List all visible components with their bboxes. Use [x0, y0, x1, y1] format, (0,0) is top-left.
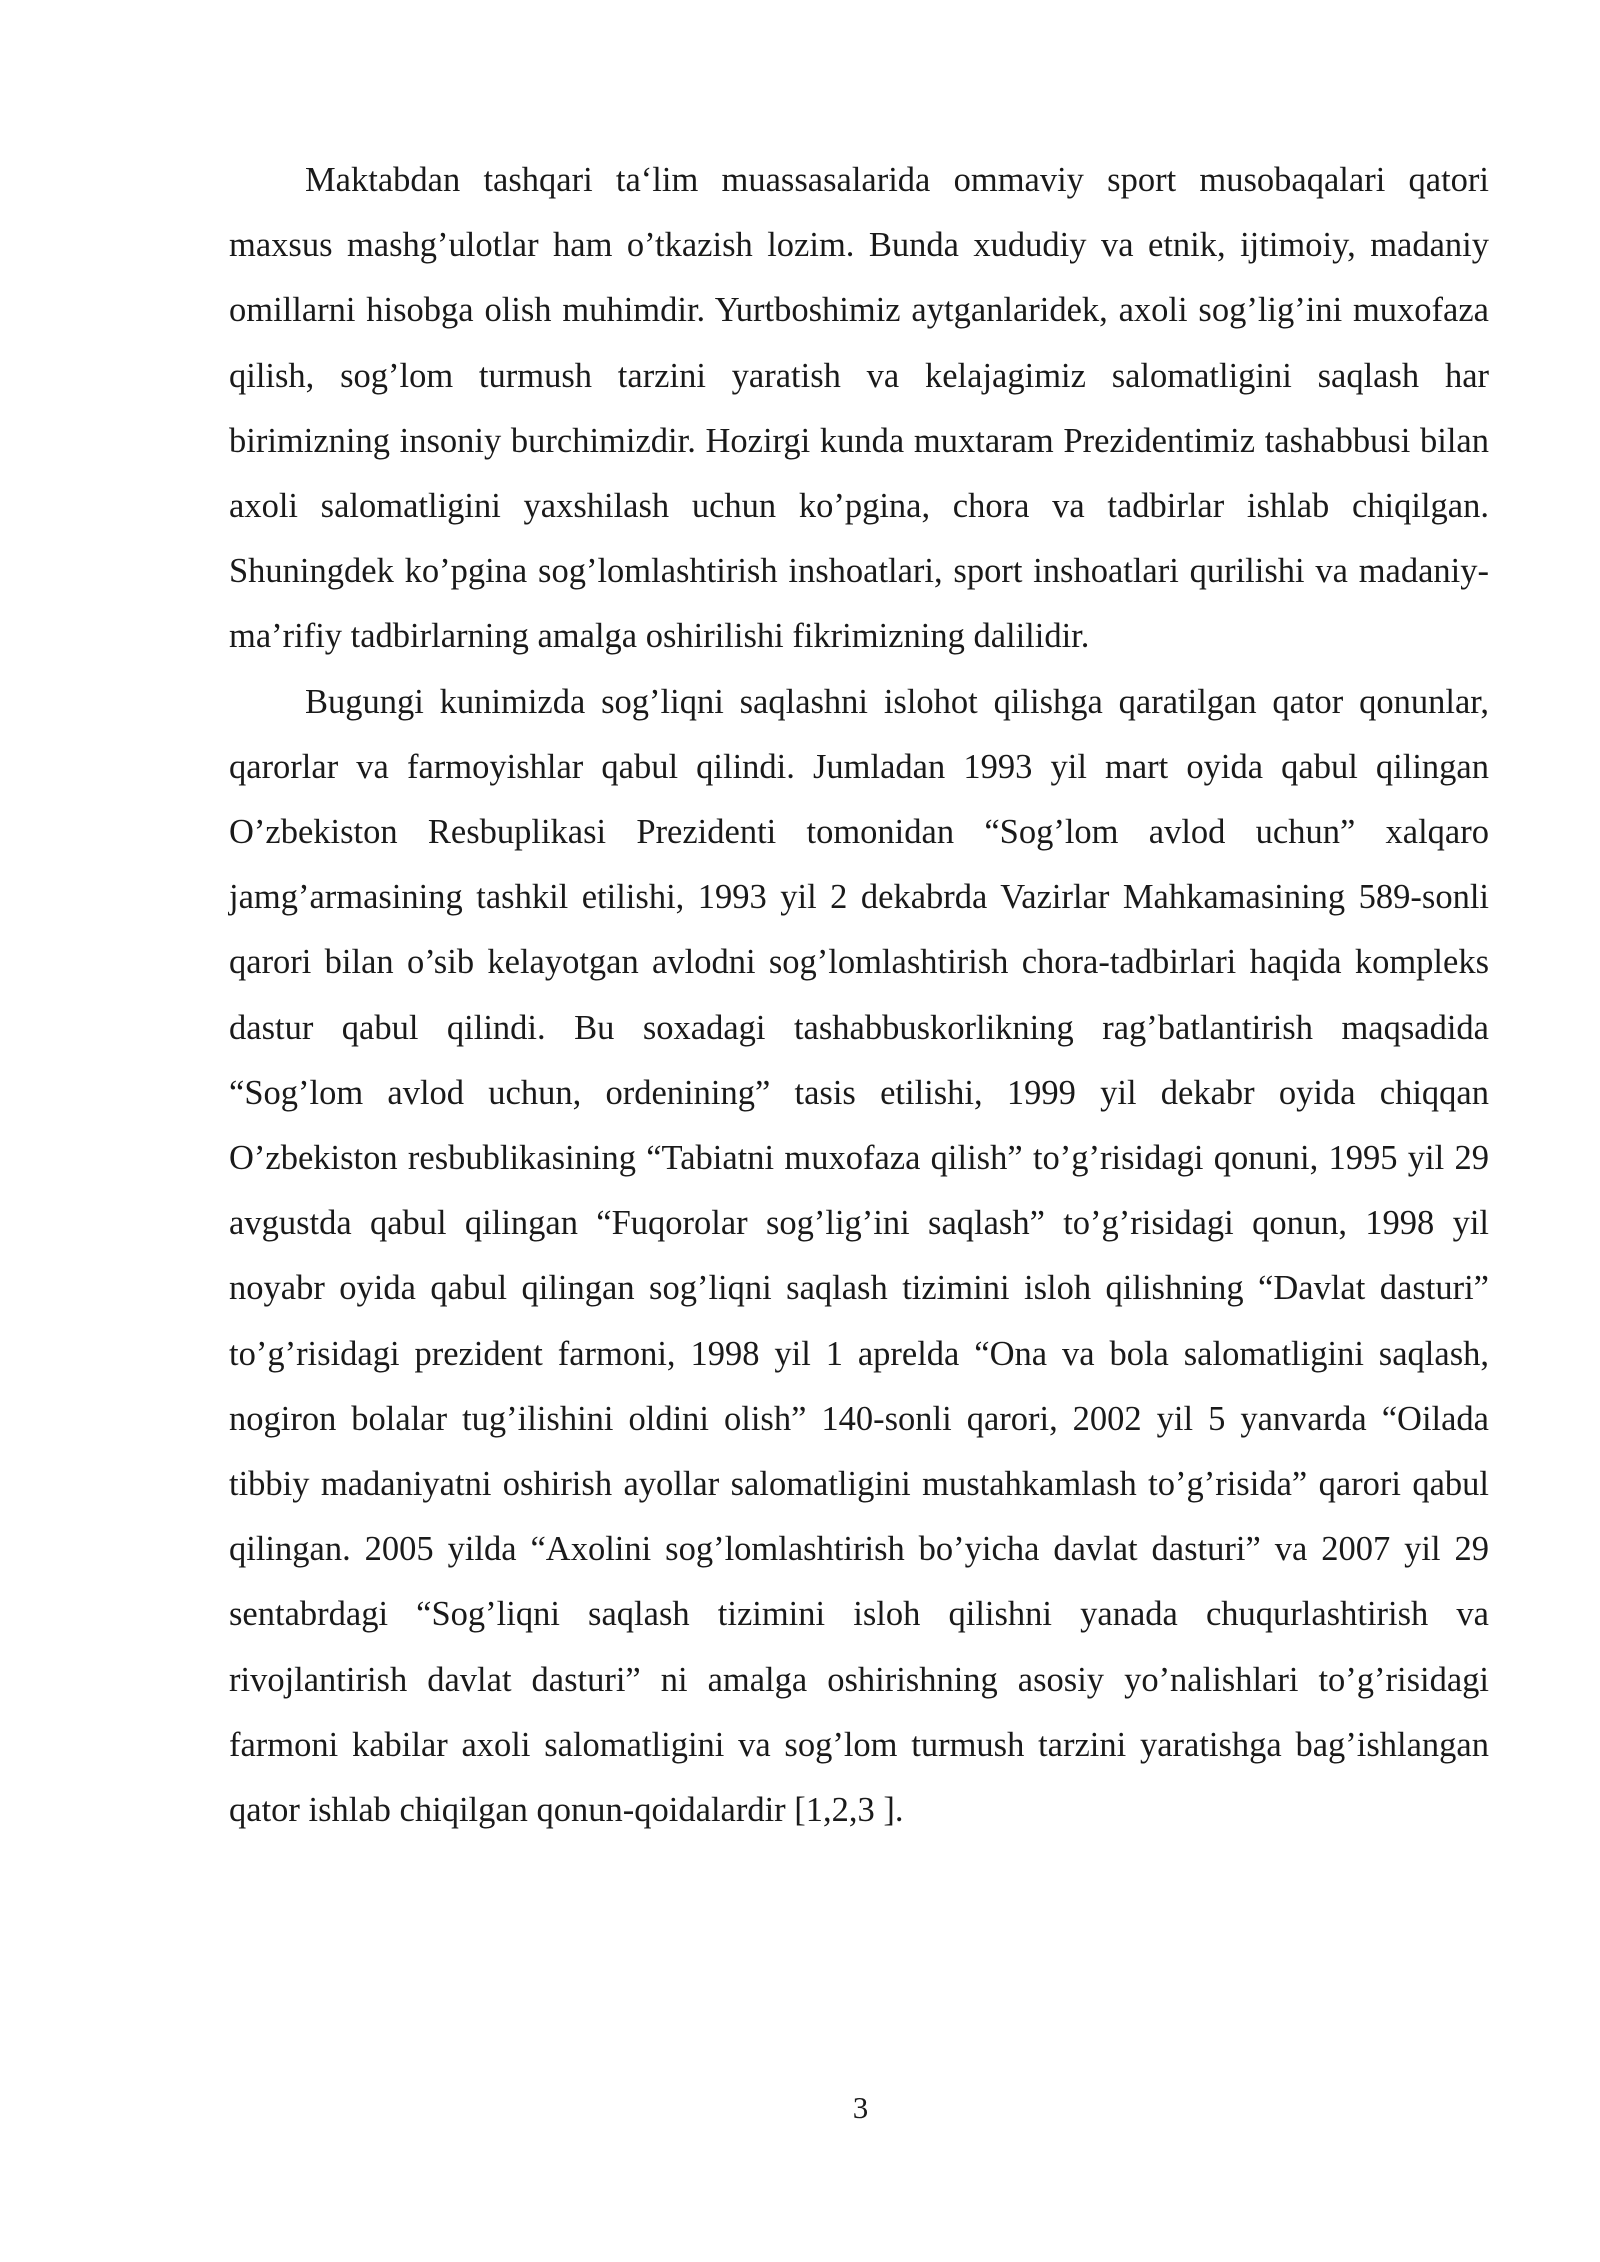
page-number: 3	[852, 2090, 869, 2125]
body-text	[229, 148, 1489, 1843]
paragraph-1: Maktabdan tashqari ta‘lim muassasalarida ommaviy sport musobaqalari qatori maxsus mashg’ulotlar ham o’tkazish lozim. Bunda xududiy va etnik, ijtimoiy, madaniy omillarni hisobga olish muhimdir. Yurtboshimiz aytganlaridek, axoli sog’lig’ini muxofaza qilish, sog’lom turmush tarzini yaratish va kelajagimiz salomatligini saqlash har birimizning insoniy burchimizdir. Hozirgi kunda muxtaram Prezidentimiz tashabbusi bilan axoli salomatligini yaxshilash uchun ko’pgina, chora va tadbirlar ishlab chiqilgan. Shuningdek ko’pgina sog’lomlashtirish inshoatlari, sport inshoatlari qurilishi va madaniy-ma’rifiy tadbirlarning amalga oshirilishi fikrimizning dalilidir.	[229, 161, 1489, 656]
paragraph-2: Bugungi kunimizda sog’liqni saqlashni islohot qilishga qaratilgan qator qonunlar, qarorlar va farmoyishlar qabul qilindi. Jumladan 1993 yil mart oyida qabul qilingan O’zbekiston Resbuplikasi Prezidenti tomonidan “Sog’lom avlod uchun” xalqaro jamg’armasining tashkil etilishi, 1993 yil 2 dekabrda Vazirlar Mahkamasining 589-sonli qarori bilan o’sib kelayotgan avlodni sog’lomlashtirish chora-tadbirlari haqida kompleks dastur qabul qilindi. Bu soxadagi tashabbuskorlikning rag’batlantirish maqsadida “Sog’lom avlod uchun, ordenining” tasis etilishi, 1999 yil dekabr oyida chiqqan O’zbekiston resbublikasining “Tabiatni muxofaza qilish” to’g’risidagi qonuni, 1995 yil 29 avgustda qabul qilingan “Fuqorolar sog’lig’ini saqlash” to’g’risidagi qonun, 1998 yil noyabr oyida qabul qilingan sog’liqni saqlash tizimini isloh qilishning “Davlat dasturi” to’g’risidagi prezident farmoni, 1998 yil 1 aprelda “Ona va bola salomatligini saqlash, nogiron bolalar tug’ilishini oldini olish” 140-sonli qarori, 2002 yil 5 yanvarda “Oilada tibbiy madaniyatni oshirish ayollar salomatligini mustahkamlash to’g’risida” qarori qabul qilingan. 2005 yilda “Axolini sog’lomlashtirish bo’yicha davlat dasturi” va 2007 yil 29 sentabrdagi “Sog’liqni saqlash tizimini isloh qilishni yanada chuqurlashtirish va rivojlantirish davlat dasturi” ni amalga oshirishning asosiy yo’nalishlari to’g’risidagi farmoni kabilar axoli salomatligini va sog’lom turmush tarzini yaratishga bag’ishlangan qator ishlab chiqilgan qonun-qoidalardir [1,2,3 ].	[229, 682, 1489, 1830]
